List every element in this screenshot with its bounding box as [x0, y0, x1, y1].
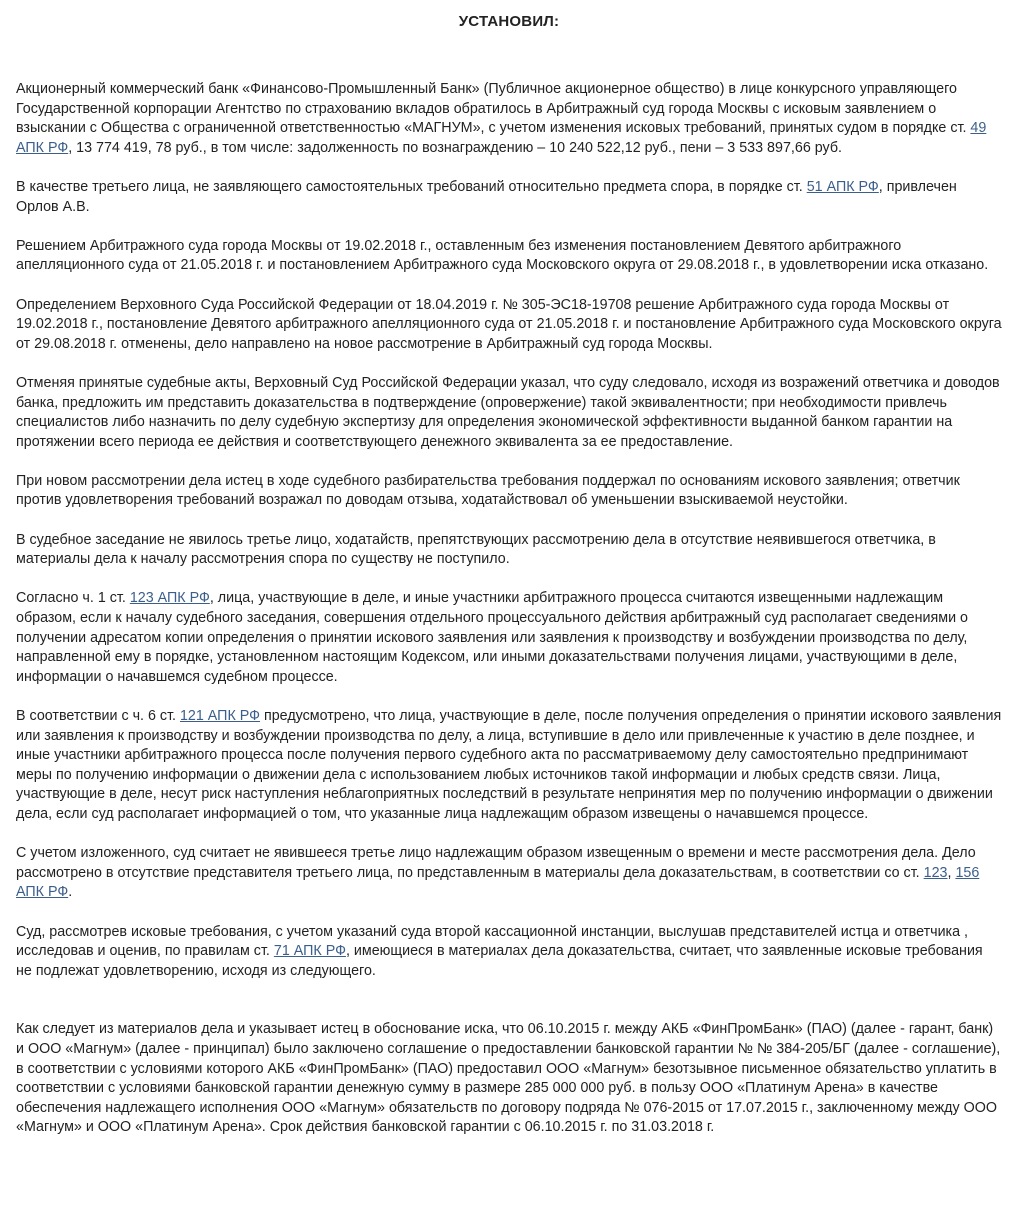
paragraph — [16, 531, 1002, 570]
paragraph-text: Отменяя принятые судебные акты, Верховный Суд Российской Федерации указал, что суду следовало, исходя из возражений ответчика и доводов банка, предложить им представить доказательства в подтверждение (опровержение) такой эквивалентности; при необходимости привлечь специалистов либо назначить по делу судебную экспертизу для определения экономической эффективности выданной банком гарантии на протяжении всего периода ее действия и соответствующего денежного эквивалента за ее предоставление. — [16, 374, 1000, 450]
paragraph — [16, 589, 1002, 687]
paragraph — [16, 1020, 1002, 1138]
paragraph — [16, 707, 1002, 825]
paragraph — [16, 178, 1002, 217]
paragraph-text: Акционерный коммерческий банк «Финансово-Промышленный Банк» (Публичное акционерное общество) в лице конкурсного управляющего Государственной корпорации Агентство по страхованию вкладов обратилось в Арбитражный суд города Москвы с исковым заявлением о взыскании с Общества с ограниченной ответственностью «МАГНУМ», с учетом изменения исковых требований, принятых судом в порядке ст. — [16, 81, 971, 137]
paragraph-text: , — [947, 864, 956, 881]
paragraph-text: , имеющиеся в материалах дела доказательства, считает, что заявленные исковые требования не подлежат удовлетворению, исходя из следующего. — [16, 943, 983, 979]
paragraph — [16, 374, 1002, 452]
paragraph-text: С учетом изложенного, суд считает не явившееся третье лицо надлежащим образом извещенным о времени и месте рассмотрения дела. Дело рассмотрено в отсутствие представителя третьего лица, по представленным в материалы дела доказательствам, в соответствии со ст. — [16, 845, 976, 881]
law-reference-link[interactable]: 51 АПК РФ — [806, 178, 879, 195]
paragraph — [16, 923, 1002, 982]
paragraph-text: При новом рассмотрении дела истец в ходе судебного разбирательства требования поддержал по основаниям искового заявления; ответчик против удовлетворения требований возражал по доводам отзыва, ходатайствовал об уменьшении взыскиваемой неустойки. — [16, 472, 960, 509]
paragraph — [16, 237, 1002, 276]
paragraph — [16, 472, 1002, 511]
law-reference-link[interactable]: 121 АПК РФ — [179, 708, 261, 724]
document-body — [16, 80, 1002, 1138]
law-reference-link[interactable]: 156 АПК РФ — [16, 864, 980, 901]
paragraph-text: . — [68, 884, 73, 901]
paragraph-text: предусмотрено, что лица, участвующие в деле, после получения определения о принятии искового заявления или заявления к производству и возбуждении производства по делу, а лица, вступившие в дело или привлеченные к участию в деле позднее, и иные участники арбитражного процесса после получения первого судебного акта по рассматриваемому делу самостоятельно предпринимают меры по получению информации о движении дела с использованием любых источников такой информации и любых средств связи. Лица, участвующие в деле, несут риск наступления неблагоприятных последствий в результате непринятия мер по получению информации о движении дела, если суд располагает информацией о том, что указанные лица надлежащим образом извещены о начавшемся процессе. — [16, 708, 1002, 822]
paragraph-text: В судебное заседание не явилось третье лицо, ходатайств, препятствующих рассмотрению дела в отсутствие неявившегося ответчика, в материалы дела к началу рассмотрения спора по существу не поступило. — [16, 531, 936, 568]
paragraph-text: В соответствии с ч. 6 ст. — [16, 708, 180, 724]
paragraph-text: Решением Арбитражного суда города Москвы от 19.02.2018 г., оставленным без изменения постановлением Девятого арбитражного апелляционного суда от 21.05.2018 г. и постановлением Арбитражного суда Московского округа от 29.08.2018 г., в удовлетворении иска отказано. — [16, 237, 989, 274]
section-heading: УСТАНОВИЛ: — [458, 13, 560, 30]
paragraph — [16, 80, 1002, 158]
paragraph — [16, 844, 1002, 903]
law-reference-link[interactable]: 123 АПК РФ — [129, 590, 210, 607]
paragraph-text: Суд, рассмотрев исковые требования, с учетом указаний суда второй кассационной инстанции, выслушав представителей истца и ответчика , исследовав и оценив, по правилам ст. — [16, 923, 969, 960]
law-reference-link[interactable]: 49 АПК РФ — [16, 120, 987, 156]
paragraph-text: , лица, участвующие в деле, и иные участники арбитражного процесса считаются извещенными надлежащим образом, если к началу судебного заседания, совершения отдельного процессуального действия арбитражный суд располагает сведениями о получении адресатом копии определения о принятии искового заявления или заявления к производству и возбуждении производства по делу, направленной ему в порядке, установленном настоящим Кодексом, или иными доказательствами получения лицами, участвующими в деле, информации о начавшемся судебном процессе. — [16, 590, 968, 685]
law-reference-link[interactable]: 123 — [923, 864, 948, 881]
paragraph-text: Согласно ч. 1 ст. — [16, 590, 130, 607]
paragraph — [16, 296, 1002, 355]
paragraph-text: , привлечен Орлов А.В. — [16, 178, 957, 215]
paragraph-text: В качестве третьего лица, не заявляющего самостоятельных требований относительно предмета спора, в порядке ст. — [16, 178, 807, 195]
paragraph-text: Определением Верховного Суда Российской Федерации от 18.04.2019 г. № 305-ЭС18-19708 решение Арбитражного суда города Москвы от 19.02.2018 г., постановление Девятого арбитражного апелляционного суда от 21.05.2018 г. и постановление Арбитражного суда Московского округа от 29.08.2018 г. отменены, дело направлено на новое рассмотрение в Арбитражный суд города Москвы. — [16, 296, 1002, 352]
law-reference-link[interactable]: 71 АПК РФ — [273, 943, 346, 960]
paragraph-text: , 13 774 419, 78 руб., в том числе: задолженность по вознаграждению – 10 240 522,12 руб., пени – 3 533 897,66 руб. — [68, 139, 843, 156]
paragraph-text: Как следует из материалов дела и указывает истец в обоснование иска, что 06.10.2015 г. между АКБ «ФинПромБанк» (ПАО) (далее - гарант, банк) и ООО «Магнум» (далее - принципал) было заключено соглашение о предоставлении банковской гарантии № № 384-205/БГ (далее - соглашение), в соответствии с условиями которого АКБ «ФинПромБанк» (ПАО) предоставил ООО «Магнум» безотзывное письменное обязательство уплатить в соответствии с условиями банковской гарантии денежную сумму в размере 285 000 000 руб. в пользу ООО «Платинум Арена» в качестве обеспечения надлежащего исполнения ООО «Магнум» обязательств по договору подряда № 076-2015 от 17.07.2015 г., заключенному между ООО «Магнум» и ООО «Платинум Арена». Срок действия банковской гарантии с 06.10.2015 г. по 31.03.2018 г. — [16, 1021, 1001, 1136]
